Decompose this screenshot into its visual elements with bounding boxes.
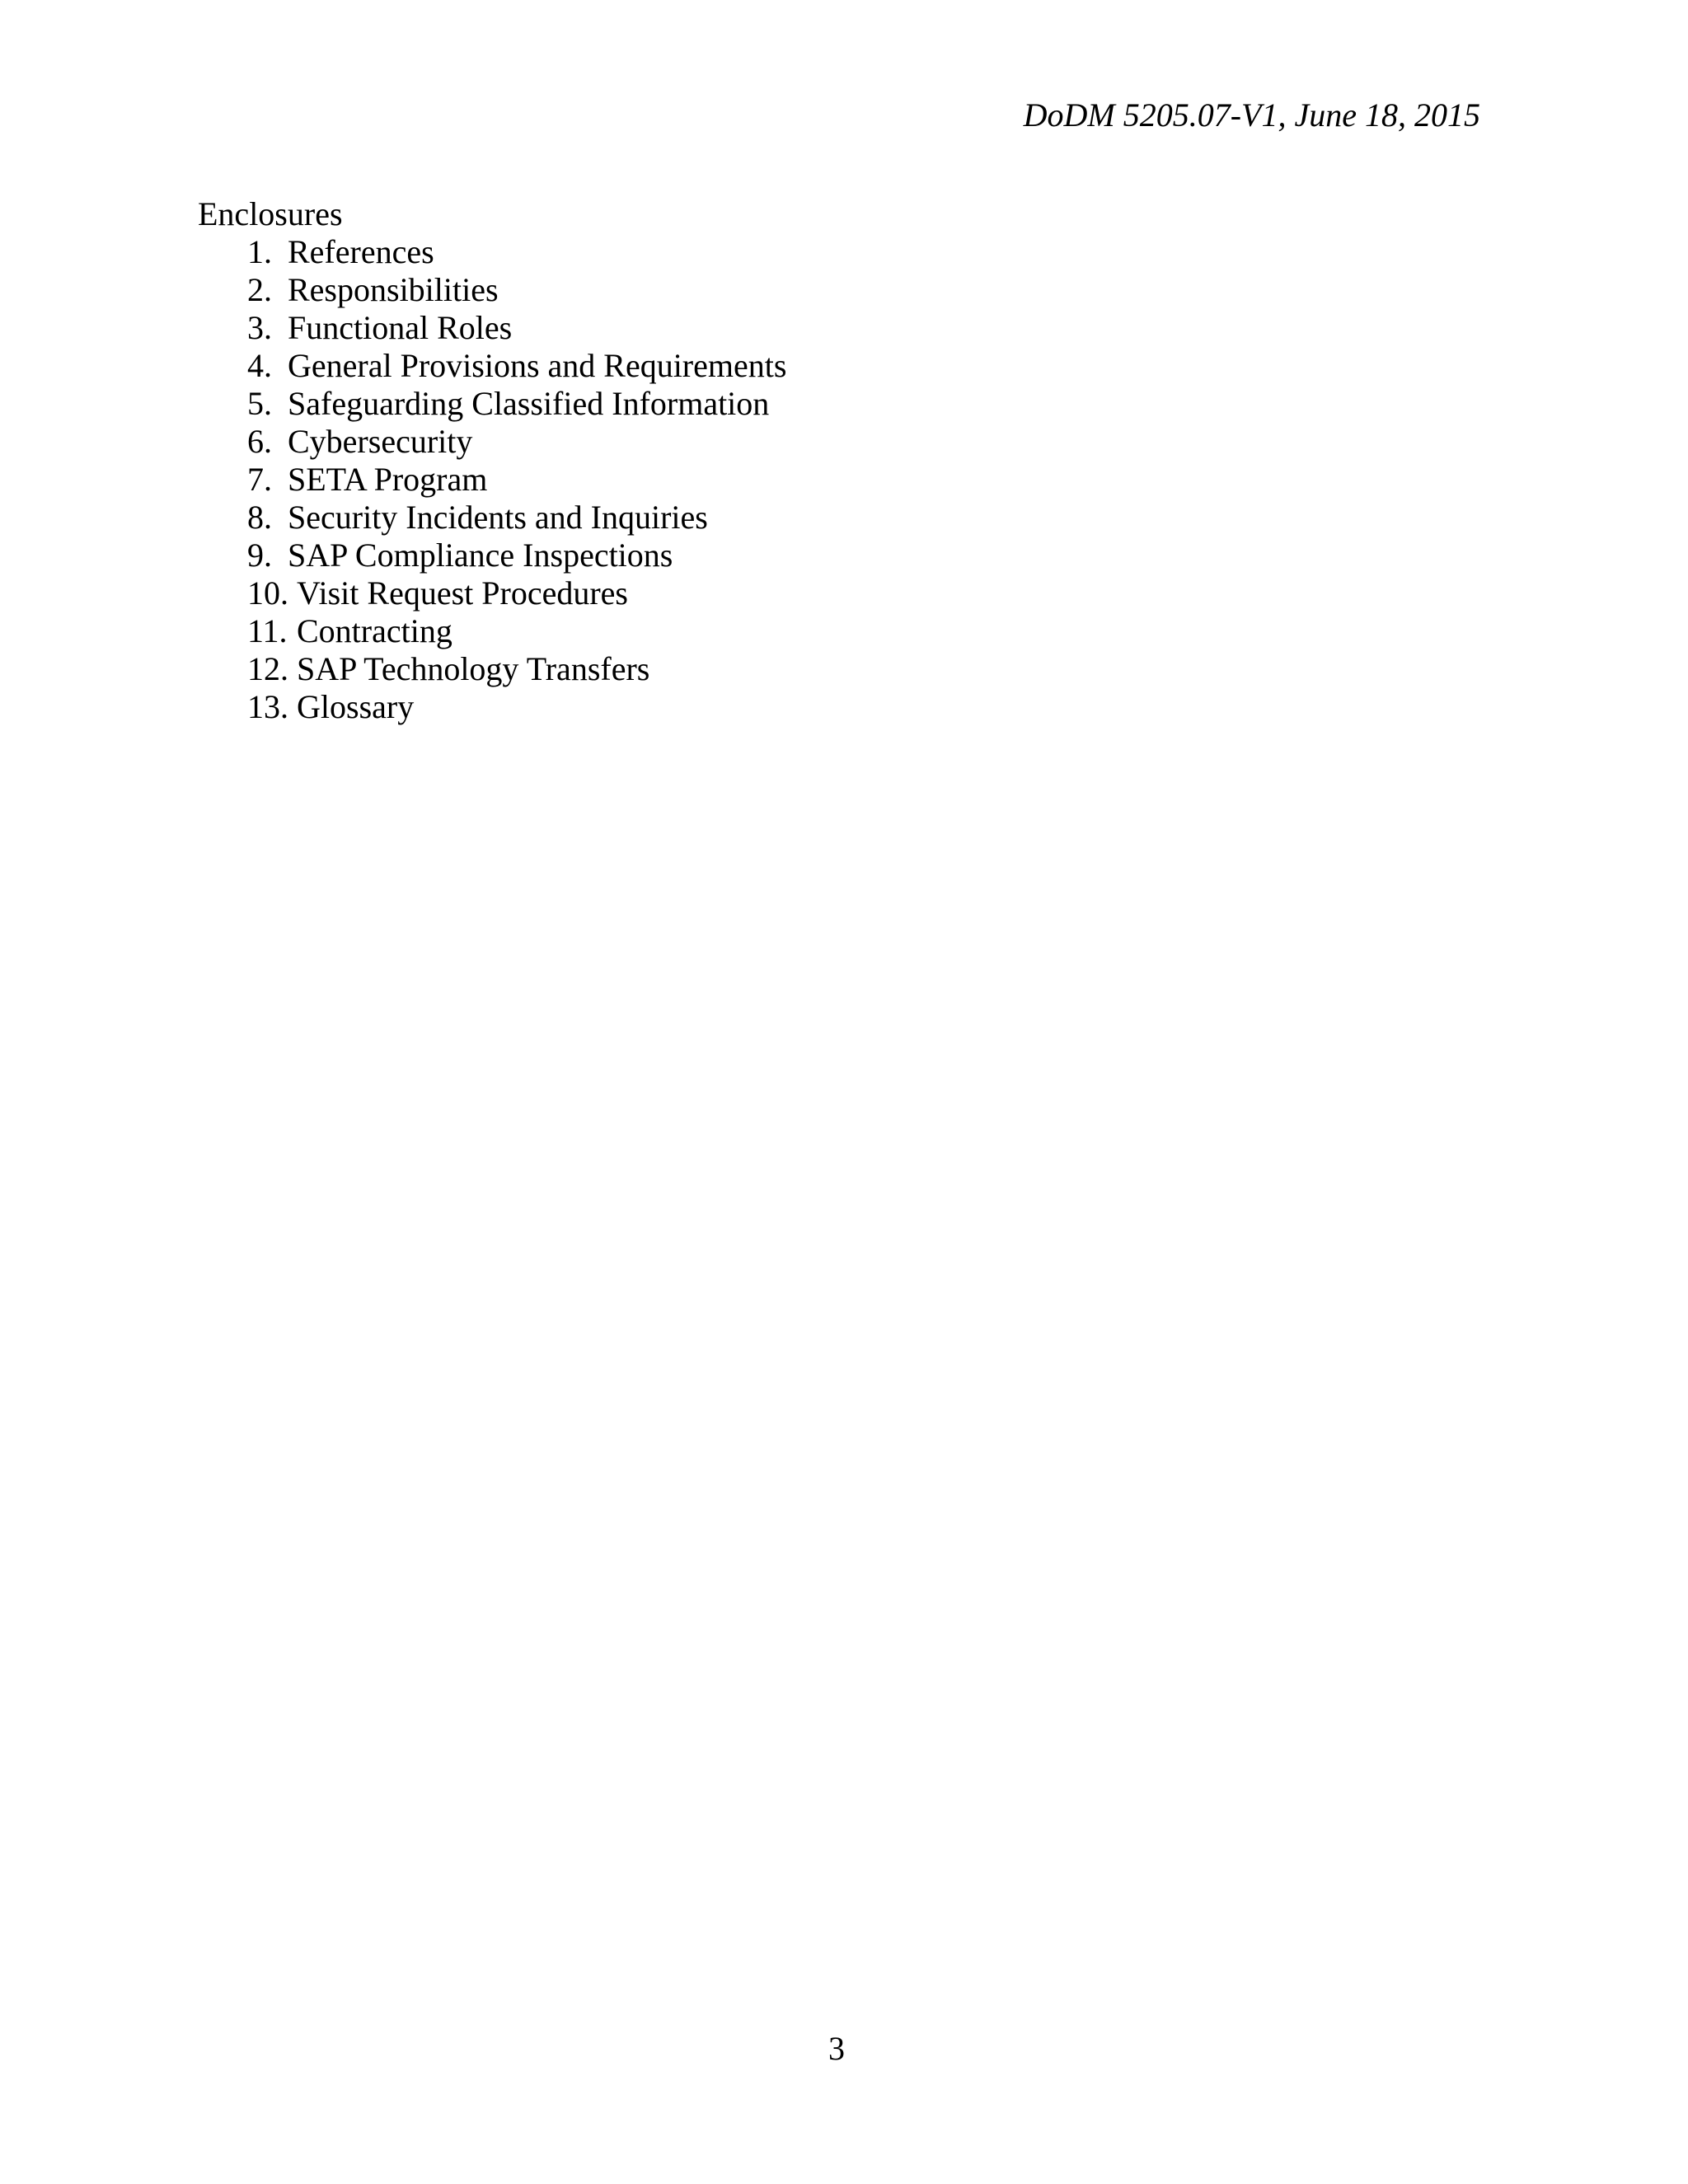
enclosure-label: Cybersecurity	[288, 423, 473, 460]
enclosure-label: References	[288, 233, 434, 270]
enclosure-label: Security Incidents and Inquiries	[288, 499, 708, 536]
enclosure-label: Safeguarding Classified Information	[288, 385, 770, 422]
enclosure-number: 11.	[247, 612, 288, 649]
enclosure-number: 13.	[247, 688, 288, 725]
enclosure-number: 4.	[247, 347, 272, 384]
enclosure-label: Glossary	[297, 688, 415, 725]
enclosure-item-security-incidents	[247, 499, 786, 537]
enclosure-item-glossary	[247, 688, 786, 726]
enclosure-label: General Provisions and Requirements	[288, 347, 787, 384]
enclosure-number: 2.	[247, 271, 272, 308]
enclosure-number: 7.	[247, 461, 272, 498]
enclosure-number: 5.	[247, 385, 272, 422]
enclosure-label: Functional Roles	[288, 309, 513, 346]
enclosure-number: 1.	[247, 233, 272, 270]
enclosure-item-references	[247, 233, 786, 271]
enclosure-item-cybersecurity	[247, 423, 786, 461]
document-header: DoDM 5205.07-V1, June 18, 2015	[1023, 96, 1480, 134]
enclosure-number: 12.	[247, 650, 288, 687]
enclosure-number: 6.	[247, 423, 272, 460]
enclosure-label: Responsibilities	[288, 271, 499, 308]
enclosure-item-visit-request	[247, 574, 786, 612]
enclosure-label: SETA Program	[288, 461, 488, 498]
enclosure-number: 8.	[247, 499, 272, 536]
enclosure-label: SAP Technology Transfers	[297, 650, 650, 687]
page-number: 3	[828, 2030, 845, 2067]
enclosures-section	[198, 195, 786, 726]
enclosure-number: 9.	[247, 537, 272, 574]
enclosure-item-seta-program	[247, 461, 786, 499]
enclosure-item-contracting	[247, 612, 786, 650]
enclosure-number: 3.	[247, 309, 272, 346]
enclosure-label: Contracting	[297, 612, 452, 649]
enclosure-number: 10.	[247, 574, 288, 612]
enclosure-item-safeguarding	[247, 385, 786, 423]
enclosure-item-general-provisions	[247, 347, 786, 385]
enclosure-item-technology-transfers	[247, 650, 786, 688]
enclosures-title: Enclosures	[198, 195, 343, 232]
enclosure-list	[198, 233, 786, 726]
enclosure-label: SAP Compliance Inspections	[288, 537, 673, 574]
enclosure-item-compliance-inspections	[247, 537, 786, 574]
enclosure-item-responsibilities	[247, 271, 786, 309]
enclosure-label: Visit Request Procedures	[297, 574, 628, 612]
enclosure-item-functional-roles	[247, 309, 786, 347]
